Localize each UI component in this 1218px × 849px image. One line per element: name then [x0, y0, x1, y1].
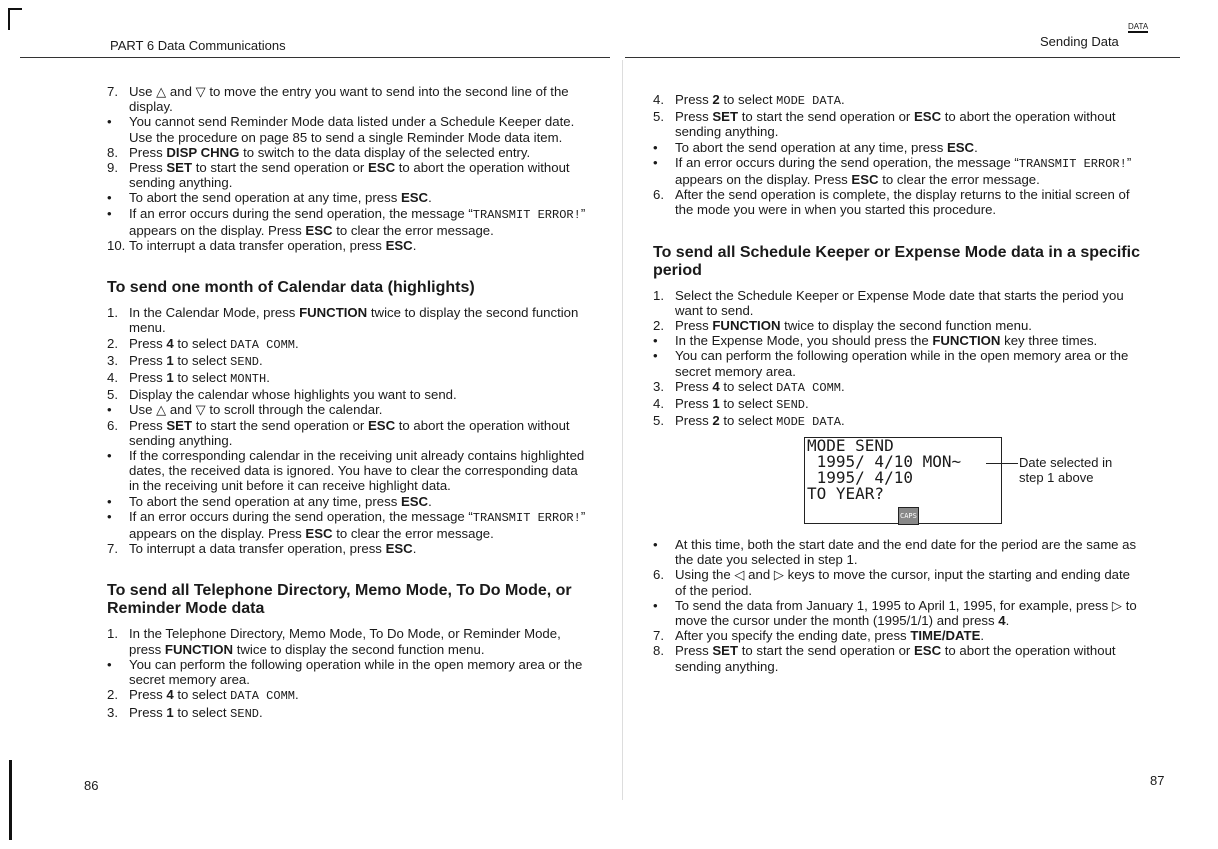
caps-indicator: CAPS	[898, 507, 919, 525]
item-text: To abort the send operation at any time, press ESC.	[675, 139, 978, 155]
item-marker: 6.	[653, 567, 664, 583]
item-marker: 3.	[107, 704, 118, 720]
bullet-note	[653, 348, 1143, 378]
item-marker: 8.	[653, 643, 664, 659]
item-marker: 6.	[107, 417, 118, 433]
step-item	[107, 541, 590, 556]
item-marker: 7.	[107, 84, 118, 99]
step-item	[653, 92, 1143, 109]
bullet-note	[107, 657, 590, 687]
item-text: To abort the send operation at any time, press ESC.	[129, 493, 432, 509]
lcd-line: 1995/ 4/10 MON~	[807, 452, 962, 471]
key-name: FUNCTION	[164, 641, 234, 657]
item-marker: 4.	[653, 396, 664, 412]
item-marker: 6.	[653, 187, 664, 203]
bullet-note	[107, 206, 590, 238]
item-text: Press 1 to select SEND.	[129, 352, 263, 369]
key-name: 2	[712, 413, 720, 429]
key-name: 2	[712, 92, 720, 107]
step-item	[653, 109, 1143, 139]
item-marker: •	[653, 154, 658, 170]
display-text: MODE DATA	[776, 415, 841, 430]
step-item	[653, 567, 1143, 597]
bullet-note	[107, 114, 590, 144]
item-text: To abort the send operation at any time, press ESC.	[129, 190, 432, 206]
item-marker: 2.	[107, 687, 118, 703]
key-name: ESC	[305, 222, 333, 238]
key-name: ESC	[946, 139, 975, 155]
item-text: Press DISP CHNG to switch to the data display of the selected entry.	[129, 144, 531, 160]
item-marker: 1.	[107, 305, 118, 321]
item-marker: •	[107, 448, 112, 464]
key-name: FUNCTION	[712, 318, 781, 334]
item-marker: 1.	[653, 287, 664, 303]
lcd-line: 1995/ 4/10	[807, 468, 913, 487]
key-name: ESC	[367, 160, 396, 176]
item-text: Press FUNCTION twice to display the second function menu.	[675, 318, 1032, 334]
item-marker: •	[107, 508, 112, 524]
item-text: If an error occurs during the send operation, the message “TRANSMIT ERROR!” appears on the display. Press ESC to clear the error message.	[129, 508, 586, 542]
item-text: Press 4 to select DATA COMM.	[675, 378, 845, 395]
item-marker: •	[653, 333, 658, 349]
item-marker: 2.	[107, 335, 118, 351]
key-name: ESC	[385, 238, 413, 254]
item-text: Press SET to start the send operation or ESC to abort the operation without sending anything.	[675, 109, 1116, 140]
crop-mark	[8, 8, 22, 30]
item-marker: 4.	[653, 92, 664, 107]
item-text: In the Telephone Directory, Memo Mode, To Do Mode, or Reminder Mode, press FUNCTION twice to display the second function menu.	[129, 626, 561, 657]
item-marker: 9.	[107, 160, 118, 176]
bullet-note	[107, 190, 590, 205]
key-name: 4	[998, 613, 1006, 629]
item-text: Use △ and ▽ to scroll through the calendar.	[129, 402, 383, 418]
key-name: TIME/DATE	[910, 628, 981, 644]
page-spine	[622, 60, 623, 800]
section-heading: To send all Schedule Keeper or Expense Mode data in a specific period	[653, 243, 1140, 279]
item-marker: 2.	[653, 318, 664, 334]
display-text: DATA COMM	[230, 689, 295, 704]
step-item	[107, 160, 590, 190]
key-name: ESC	[385, 541, 413, 557]
item-text: Press 1 to select SEND.	[129, 704, 263, 721]
item-marker: •	[107, 190, 112, 206]
display-text: TRANSMIT ERROR!	[472, 207, 581, 222]
section-heading: To send one month of Calendar data (highlights)	[107, 279, 475, 297]
bullet-note	[653, 537, 1143, 567]
item-marker: •	[653, 597, 658, 613]
key-name: ESC	[367, 417, 396, 433]
key-name: FUNCTION	[932, 333, 1001, 349]
step-item	[653, 318, 1143, 333]
item-marker: 5.	[653, 109, 664, 125]
left-page-content	[107, 84, 590, 722]
step-item	[653, 379, 1143, 396]
item-marker: •	[107, 205, 112, 221]
item-text: Press 1 to select SEND.	[675, 396, 809, 413]
key-name: DISP CHNG	[166, 144, 240, 160]
item-text: Select the Schedule Keeper or Expense Mode date that starts the period you want to send.	[675, 287, 1124, 318]
step-item	[107, 370, 590, 387]
key-name: ESC	[400, 190, 429, 206]
lcd-line: TO YEAR?	[807, 484, 885, 503]
item-marker: 5.	[107, 387, 118, 403]
step-item	[107, 387, 590, 402]
item-text: You cannot send Reminder Mode data listed under a Schedule Keeper date. Use the procedure on page 85 to send a single Reminder Mode data item.	[129, 114, 575, 145]
step-item	[107, 305, 590, 335]
data-icon: DATA	[1128, 22, 1149, 31]
key-name: 1	[166, 352, 174, 368]
callout-line	[986, 463, 1018, 464]
step-item	[107, 626, 590, 656]
bullet-note	[107, 448, 590, 494]
step-item	[653, 288, 1143, 318]
display-text: DATA COMM	[230, 337, 295, 352]
display-text: SEND	[776, 398, 805, 413]
key-name: ESC	[305, 526, 333, 542]
display-text: DATA COMM	[776, 380, 841, 395]
display-text: MODE DATA	[776, 94, 841, 108]
item-marker: •	[107, 493, 112, 509]
display-text: MONTH	[230, 372, 267, 387]
lcd-display	[804, 437, 1002, 524]
left-header-rule	[20, 57, 610, 58]
item-marker: 4.	[107, 370, 118, 386]
step-item	[107, 145, 590, 160]
key-name: 4	[166, 335, 174, 351]
item-marker: 8.	[107, 144, 118, 160]
key-name: ESC	[913, 109, 942, 125]
item-text: You can perform the following operation while in the open memory area or the secret memory area.	[129, 656, 583, 688]
step-item	[107, 705, 590, 722]
item-marker: •	[107, 114, 112, 130]
key-name: 1	[166, 704, 174, 720]
step-item	[653, 396, 1143, 413]
item-text: After you specify the ending date, press TIME/DATE.	[675, 628, 985, 644]
step-item	[107, 336, 590, 353]
display-text: SEND	[230, 354, 259, 369]
step-item	[107, 418, 590, 448]
item-marker: 3.	[653, 378, 664, 394]
step-item	[107, 687, 590, 704]
item-marker: 1.	[107, 626, 118, 642]
display-text: SEND	[230, 706, 259, 721]
key-name: 4	[712, 378, 720, 394]
item-text: Press 4 to select DATA COMM.	[129, 687, 299, 704]
item-text: Use △ and ▽ to move the entry you want to send into the second line of the display.	[129, 84, 569, 115]
item-text: If an error occurs during the send operation, the message “TRANSMIT ERROR!” appears on the display. Press ESC to clear the error message.	[129, 205, 586, 238]
step-item	[653, 643, 1143, 673]
bullet-note	[653, 333, 1143, 348]
step-item	[653, 413, 1143, 430]
key-name: SET	[166, 417, 193, 433]
bullet-note	[107, 402, 590, 417]
item-text: Press 2 to select MODE DATA.	[675, 92, 845, 108]
item-marker: 5.	[653, 413, 664, 429]
item-text: Press SET to start the send operation or ESC to abort the operation without sending anything.	[129, 417, 570, 448]
item-marker: •	[107, 656, 112, 672]
item-text: Press 2 to select MODE DATA.	[675, 413, 845, 430]
item-text: Press SET to start the send operation or ESC to abort the operation without sending anything.	[675, 643, 1116, 674]
right-page-content-top	[653, 92, 1143, 430]
display-text: TRANSMIT ERROR!	[1018, 156, 1127, 171]
key-name: SET	[712, 643, 739, 659]
bullet-note	[653, 598, 1143, 628]
bullet-note	[107, 509, 590, 541]
item-marker: •	[653, 139, 658, 155]
right-header-rule	[625, 57, 1180, 58]
item-text: In the Expense Mode, you should press the FUNCTION key three times.	[675, 333, 1098, 349]
section-heading: To send all Telephone Directory, Memo Mode, To Do Mode, or Reminder Mode data	[107, 582, 572, 618]
item-text: After the send operation is complete, the display returns to the initial screen of the mode you were in when you started this procedure.	[675, 187, 1130, 218]
step-item	[653, 628, 1143, 643]
item-text: If the corresponding calendar in the receiving unit already contains highlighted dates, the received data is ignored. You have to clear the corresponding data in the receiving unit before it can receive highlight data.	[129, 448, 585, 494]
step-item	[107, 84, 590, 114]
key-name: ESC	[913, 643, 942, 659]
key-name: ESC	[851, 172, 879, 188]
left-running-header: PART 6 Data Communications	[110, 38, 286, 53]
item-marker: 7.	[107, 541, 118, 557]
item-text: Using the ◁ and ▷ keys to move the cursor, input the starting and ending date of the period.	[675, 567, 1131, 598]
display-text: TRANSMIT ERROR!	[472, 510, 581, 525]
bullet-note	[653, 140, 1143, 155]
key-name: ESC	[400, 493, 429, 509]
right-page-content-bottom	[653, 537, 1143, 674]
key-name: SET	[166, 160, 193, 176]
step-item	[653, 187, 1143, 217]
lcd-line: MODE SEND	[807, 436, 894, 455]
item-text: To send the data from January 1, 1995 to April 1, 1995, for example, press ▷ to move the cursor under the month (1995/1/1) and press 4.	[675, 597, 1137, 629]
item-text: At this time, both the start date and the end date for the period are the same as the date you selected in step 1.	[675, 537, 1137, 568]
key-name: 4	[166, 687, 174, 703]
right-running-header: Sending Data	[1040, 34, 1119, 49]
item-text: To interrupt a data transfer operation, press ESC.	[129, 541, 417, 557]
step-item	[107, 353, 590, 370]
page-number-left: 86	[84, 778, 99, 793]
item-text: In the Calendar Mode, press FUNCTION twice to display the second function menu.	[129, 305, 579, 336]
key-name: SET	[712, 109, 739, 125]
item-text: Press 1 to select MONTH.	[129, 370, 270, 387]
bullet-note	[107, 494, 590, 509]
item-marker: •	[107, 402, 112, 418]
item-marker: •	[653, 348, 658, 364]
scan-edge	[9, 760, 12, 840]
item-marker: 3.	[107, 352, 118, 368]
item-text: To interrupt a data transfer operation, press ESC.	[129, 238, 417, 254]
lcd-callout: Date selected in step 1 above	[1019, 455, 1113, 485]
page-number-right: 87	[1150, 773, 1165, 788]
item-text: Display the calendar whose highlights you want to send.	[129, 387, 457, 403]
key-name: 1	[166, 370, 174, 386]
key-name: FUNCTION	[299, 305, 368, 321]
key-name: 1	[712, 396, 720, 412]
item-marker: 7.	[653, 628, 664, 644]
item-text: Press 4 to select DATA COMM.	[129, 335, 299, 352]
item-text: You can perform the following operation while in the open memory area or the secret memory area.	[675, 348, 1129, 379]
item-text: Press SET to start the send operation or ESC to abort the operation without sending anything.	[129, 160, 570, 191]
item-text: If an error occurs during the send operation, the message “TRANSMIT ERROR!” appears on the display. Press ESC to clear the error message.	[675, 154, 1132, 188]
item-marker: 10.	[107, 238, 126, 254]
item-marker: •	[653, 537, 658, 552]
bullet-note	[653, 155, 1143, 187]
step-item	[107, 238, 590, 253]
